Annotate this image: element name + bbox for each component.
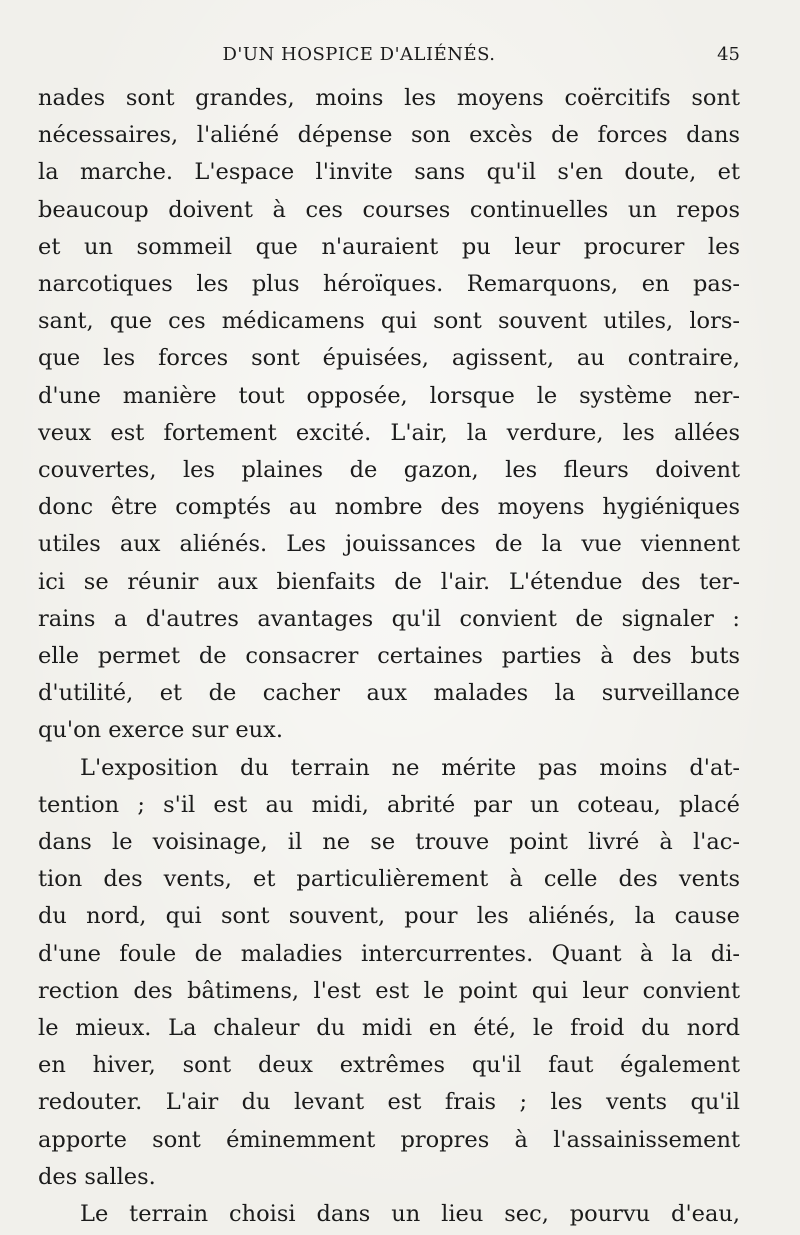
text-line: le mieux. La chaleur du midi en été, le froid du nord [38,1015,740,1042]
text-line: Le terrain choisi dans un lieu sec, pourvu d'eau, [80,1201,740,1228]
text-line: qu'on exerce sur eux. [38,717,284,744]
text-line: des salles. [38,1163,156,1190]
paragraph-1 [38,80,740,750]
text-line: rains a d'autres avantages qu'il convient de signaler : [38,605,740,632]
text-line: et un sommeil que n'auraient pu leur procurer les [38,233,740,260]
text-line: couvertes, les plaines de gazon, les fleurs doivent [38,457,740,484]
text-line: tion des vents, et particulièrement à celle des vents [38,866,740,893]
text-line: sant, que ces médicamens qui sont souvent utiles, lors- [38,308,740,335]
running-head [38,36,740,76]
text-line: utiles aux aliénés. Les jouissances de la vue viennent [38,531,740,558]
text-line: tention ; s'il est au midi, abrité par un coteau, placé [38,791,740,818]
text-line: narcotiques les plus héroïques. Remarquons, en pas- [38,271,740,298]
text-line: apporte sont éminemment propres à l'assainissement [38,1126,740,1153]
text-line: la marche. L'espace l'invite sans qu'il s'en doute, et [38,159,740,186]
text-line: dans le voisinage, il ne se trouve point livré à l'ac- [38,829,740,856]
text-line: ici se réunir aux bienfaits de l'air. L'étendue des ter- [38,568,740,595]
page-number: 45 [717,44,740,65]
text-line: veux est fortement excité. L'air, la verdure, les allées [38,419,740,446]
text-line: nades sont grandes, moins les moyens coërcitifs sont [38,85,740,111]
text-line: elle permet de consacrer certaines parties à des buts [38,643,740,670]
running-title: D'UN HOSPICE D'ALIÉNÉS. [222,44,496,65]
text-line: d'utilité, et de cacher aux malades la surveillance [38,680,740,707]
text-line: d'une foule de maladies intercurrentes. Quant à la di- [38,940,740,967]
text-line: du nord, qui sont souvent, pour les aliénés, la cause [38,903,740,930]
text-line: L'exposition du terrain ne mérite pas moins d'at- [80,754,740,781]
text-line: nécessaires, l'aliéné dépense son excès de forces dans [38,122,740,149]
body-text [38,80,740,1233]
text-line: d'une manière tout opposée, lorsque le système ner- [38,382,740,409]
text-line: donc être comptés au nombre des moyens hygiéniques [38,494,740,521]
text-line: que les forces sont épuisées, agissent, au contraire, [38,345,740,372]
paragraph-2 [38,750,740,1196]
text-line: redouter. L'air du levant est frais ; les vents qu'il [38,1089,740,1116]
text-line: rection des bâtimens, l'est est le point qui leur convient [38,977,740,1004]
text-line: en hiver, sont deux extrêmes qu'il faut également [38,1052,740,1079]
text-line: beaucoup doivent à ces courses continuelles un repos [38,196,740,223]
paragraph-3 [38,1196,740,1233]
